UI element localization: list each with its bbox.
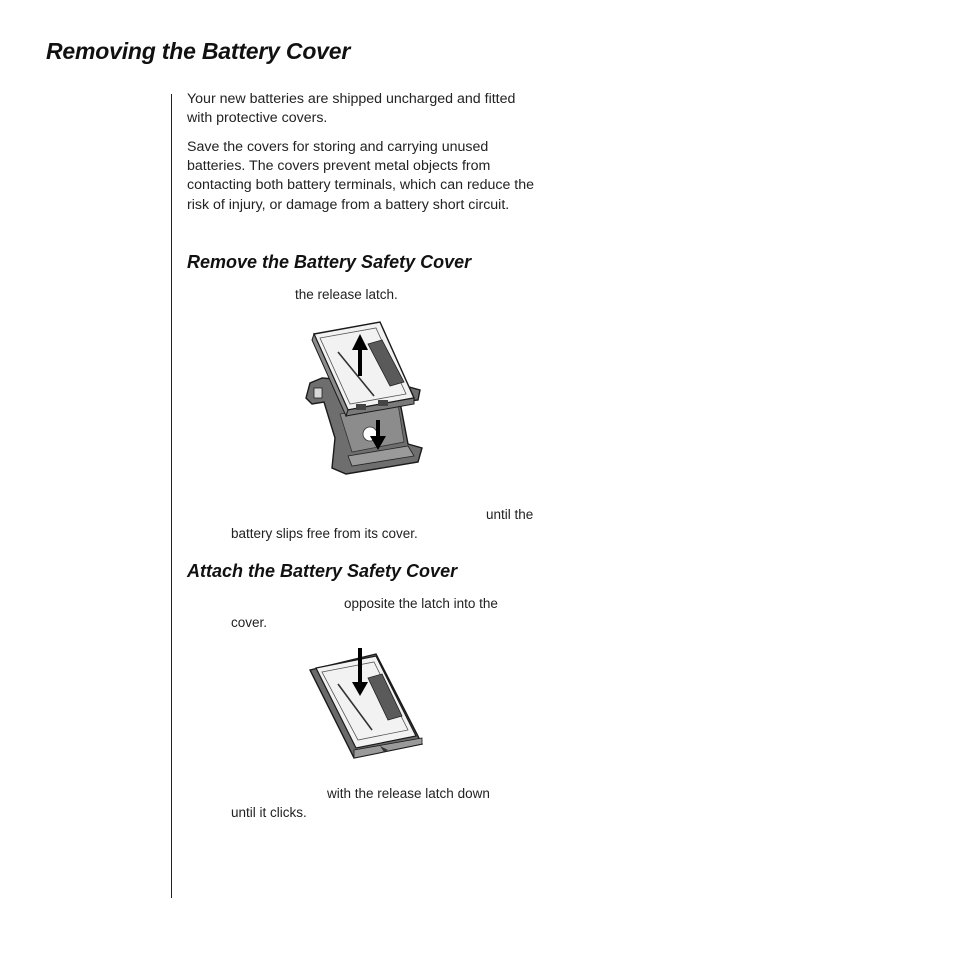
battery-in-cover — [310, 654, 422, 758]
attach-step-1-text-a: opposite the latch into the — [344, 596, 498, 611]
attach-step-2-text-a: with the release latch down — [327, 786, 490, 801]
battery-insertion-illustration — [304, 646, 430, 762]
remove-step-2-text-a: until the — [486, 507, 534, 522]
margin-rule — [171, 94, 172, 898]
intro-paragraph-2: Save the covers for storing and carrying unused batteries. The covers prevent metal objects from contacting both battery terminals, which can reduce the risk of injury, or damage from a battery short circuit. — [187, 139, 534, 213]
remove-section-heading: Remove the Battery Safety Cover — [187, 252, 472, 272]
attach-step-1-text-b: cover. — [231, 615, 268, 630]
attach-step-2-text-b: until it clicks. — [231, 805, 307, 820]
attach-section-heading: Attach the Battery Safety Cover — [187, 561, 458, 581]
battery-removal-illustration — [300, 318, 430, 480]
page-title: Removing the Battery Cover — [46, 38, 351, 64]
remove-step-1-text: the release latch. — [295, 287, 398, 302]
remove-step-2-text-b: battery slips free from its cover. — [231, 526, 418, 541]
intro-paragraph-1: Your new batteries are shipped uncharged and fitted with protective covers. — [187, 91, 516, 127]
